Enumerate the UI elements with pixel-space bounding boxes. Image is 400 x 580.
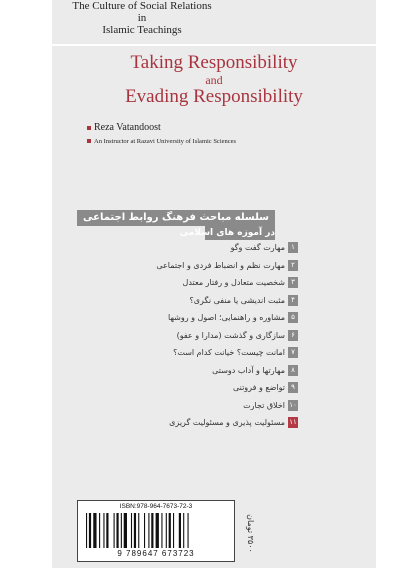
header-divider xyxy=(52,44,376,46)
list-item-label: مثبت اندیشی یا منفی نگری؟ xyxy=(189,295,285,305)
series-line-2: in xyxy=(137,12,147,24)
series-heading-line-1: سلسله مباحث فرهنگ روابط اجتماعی xyxy=(83,212,269,223)
list-item xyxy=(98,309,298,327)
list-item-label: امانت چیست؟ خیانت کدام است؟ xyxy=(173,348,285,358)
list-item-number: ۲ xyxy=(288,260,298,271)
series-subheading-persian xyxy=(179,226,275,240)
list-item-number: ۷ xyxy=(288,347,298,358)
list-item-number: ۱ xyxy=(288,242,298,253)
list-item-label: شخصیت متعادل و رفتار معتدل xyxy=(182,278,285,288)
list-item-label: مسئولیت پذیری و مسئولیت گریزی xyxy=(169,418,285,428)
series-line-1: The Culture of Social Relations xyxy=(72,0,212,12)
book-title-line-2: and xyxy=(205,73,223,87)
list-item-number: ۳ xyxy=(288,277,298,288)
list-item xyxy=(98,327,298,345)
list-item-label: مهارتها و آداب دوستی xyxy=(212,365,285,375)
series-book-list xyxy=(98,239,298,432)
list-item-number: ۸ xyxy=(288,365,298,376)
price-area xyxy=(245,515,257,555)
list-item xyxy=(98,257,298,275)
barcode-box xyxy=(77,500,235,562)
list-item-label: سازگاری و گذشت (مدارا و عفو) xyxy=(176,330,285,340)
role-bullet-icon xyxy=(87,139,91,143)
list-item-number: ۱۰ xyxy=(289,400,297,409)
price-text: ۳۵۰۰ تومان xyxy=(245,514,255,553)
list-item-label: مهارت گفت وگو xyxy=(230,243,285,253)
list-item-number: ۱۱ xyxy=(289,418,297,427)
list-item xyxy=(98,362,298,380)
list-item-label: مشاوره و راهنمایی؛ اصول و روشها xyxy=(168,313,285,323)
ean-number: 9 789647 673723 xyxy=(117,549,195,558)
list-item xyxy=(98,239,298,257)
author-role: An Instructor at Razavi University of Islamic Sciences xyxy=(94,138,237,145)
series-line-3: Islamic Teachings xyxy=(102,24,182,36)
author-bullet-icon xyxy=(87,126,91,130)
list-item xyxy=(98,397,298,415)
list-item xyxy=(98,379,298,397)
series-heading-persian xyxy=(77,210,275,226)
list-item xyxy=(98,274,298,292)
list-item xyxy=(98,344,298,362)
series-title-english xyxy=(52,0,232,36)
list-item-number: ۹ xyxy=(288,382,298,393)
list-item xyxy=(98,292,298,310)
list-item-label: اخلاق تجارت xyxy=(243,400,285,410)
series-heading-line-2: در آموزه های اسلامی xyxy=(179,228,275,238)
list-item-label: تواضع و فروتنی xyxy=(233,383,285,393)
list-item-number: ۶ xyxy=(288,330,298,341)
list-item-label: مهارت نظم و انضباط فردی و اجتماعی xyxy=(156,260,285,270)
list-item xyxy=(98,414,298,432)
book-title-line-1: Taking Responsibility xyxy=(130,52,298,73)
book-title-line-3: Evading Responsibility xyxy=(125,86,303,107)
barcode-icon xyxy=(86,513,226,548)
list-item-number: ۵ xyxy=(288,312,298,323)
author-name: Reza Vatandoost xyxy=(94,122,161,133)
isbn-text: ISBN:978-964-7673-72-3 xyxy=(119,503,193,510)
list-item-number: ۴ xyxy=(288,295,298,306)
